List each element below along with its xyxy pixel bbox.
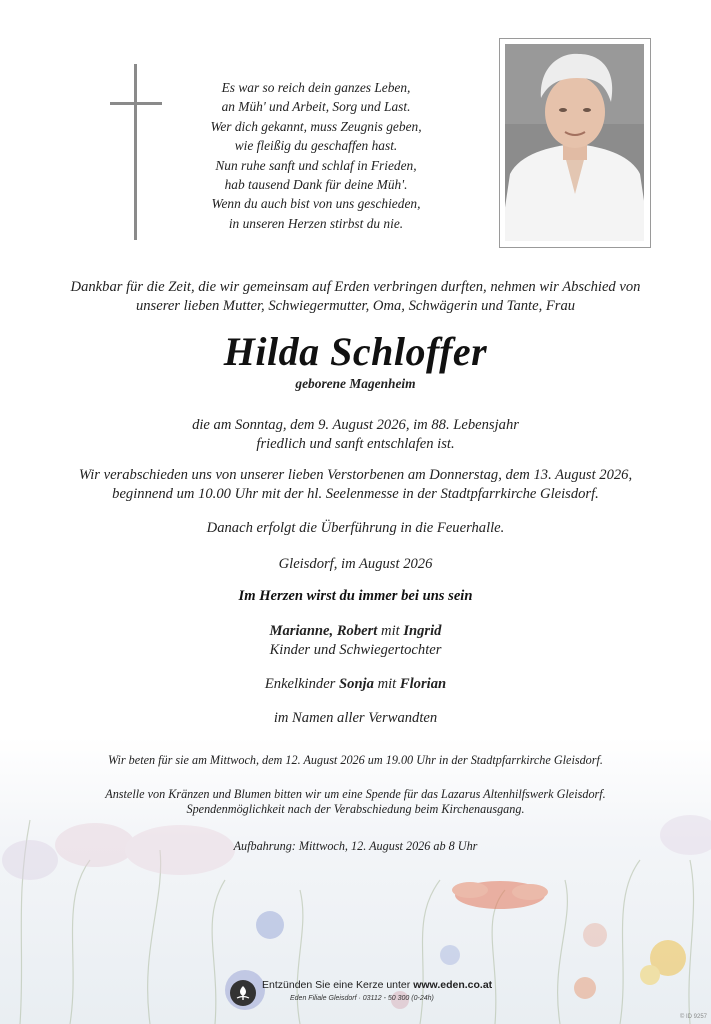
- branch-hours: (0-24h): [411, 995, 434, 1002]
- transfer-notice: Danach erfolgt die Überführung in die Feuerhalle.: [206, 520, 505, 536]
- donation-line: Spendenmöglichkeit nach der Verabschiedung beim Kirchenausgang.: [186, 802, 525, 816]
- portrait-frame: [499, 38, 651, 248]
- family-children: [0, 622, 711, 659]
- children-role: Kinder und Schwiegertochter: [269, 641, 442, 658]
- portrait-photo: [505, 44, 644, 241]
- candle-text: Entzünden Sie eine Kerze unter: [262, 979, 411, 991]
- farewell-notice: [0, 466, 711, 503]
- relatives-line: im Namen aller Verwandten: [273, 710, 438, 726]
- donation-line: Anstelle von Kränzen und Blumen bitten wir um eine Spende für das Lazarus Altenhilfswerk Gleisdorf.: [105, 787, 606, 801]
- place-date: Gleisdorf, im August 2026: [278, 556, 433, 572]
- family-grandchildren: [0, 675, 711, 694]
- mit-word: mit: [377, 676, 397, 692]
- farewell-line: beginnend um 10.00 Uhr mit der hl. Seelenmesse in der Stadtpfarrkirche Gleisdorf.: [112, 485, 599, 502]
- poem-line: wie fleißig du geschaffen hast.: [234, 138, 398, 154]
- deceased-name: Hilda Schloffer: [223, 329, 488, 374]
- death-line: die am Sonntag, dem 9. August 2026, im 88. Lebensjahr: [192, 417, 519, 433]
- eden-url-link[interactable]: www.eden.co.at: [413, 979, 493, 991]
- footer: [230, 978, 493, 1010]
- prayer-notice: Wir beten für sie am Mittwoch, dem 12. August 2026 um 19.00 Uhr in der Stadtpfarrkirche Gleisdorf.: [108, 753, 603, 767]
- candle-link-line: [262, 979, 492, 991]
- viewing-notice: Aufbahrung: Mittwoch, 12. August 2026 ab 8 Uhr: [233, 839, 478, 853]
- poem-line: Es war so reich dein ganzes Leben,: [221, 80, 411, 95]
- death-line: friedlich und sanft entschlafen ist.: [256, 435, 455, 452]
- eden-logo-icon: [230, 980, 256, 1006]
- poem-line: hab tausend Dank für deine Müh'.: [224, 177, 408, 193]
- children-names: Marianne, Robert: [269, 623, 378, 639]
- intro-line: Dankbar für die Zeit, die wir gemeinsam auf Erden verbringen durften, nehmen wir Abschied von: [70, 279, 641, 295]
- death-notice: [0, 416, 711, 453]
- poem-line: Wer dich gekannt, muss Zeugnis geben,: [210, 118, 422, 134]
- branch-text: Eden Filiale Gleisdorf · 03112 - 50 300: [290, 995, 410, 1002]
- grandchild-name: Sonja: [339, 676, 374, 692]
- maiden-name: geborene Magenheim: [295, 376, 416, 391]
- poem: [186, 78, 446, 233]
- intro-line: unserer lieben Mutter, Schwiegermutter, Oma, Schwägerin und Tante, Frau: [135, 297, 576, 314]
- poem-line: in unseren Herzen stirbst du nie.: [228, 215, 404, 231]
- poem-line: Wenn du auch bist von uns geschieden,: [211, 196, 421, 212]
- poem-line: an Müh' und Arbeit, Sorg und Last.: [221, 99, 411, 115]
- daughter-in-law-name: Ingrid: [403, 623, 442, 639]
- branch-contact: [290, 995, 434, 1002]
- intro-text: [0, 278, 711, 315]
- mit-word: mit: [381, 623, 400, 639]
- cross-icon: [110, 64, 162, 240]
- motto: Im Herzen wirst du immer bei uns sein: [238, 588, 473, 604]
- farewell-line: Wir verabschieden uns von unserer lieben Verstorbenen am Donnerstag, dem 13. August 2026,: [78, 467, 633, 483]
- document-code: © ID 9257: [679, 1014, 707, 1020]
- grandchildren-label: Enkelkinder: [264, 676, 336, 692]
- donation-notice: [0, 787, 711, 817]
- poem-line: Nun ruhe sanft und schlaf in Frieden,: [215, 157, 417, 173]
- grandchild-partner-name: Florian: [399, 676, 447, 692]
